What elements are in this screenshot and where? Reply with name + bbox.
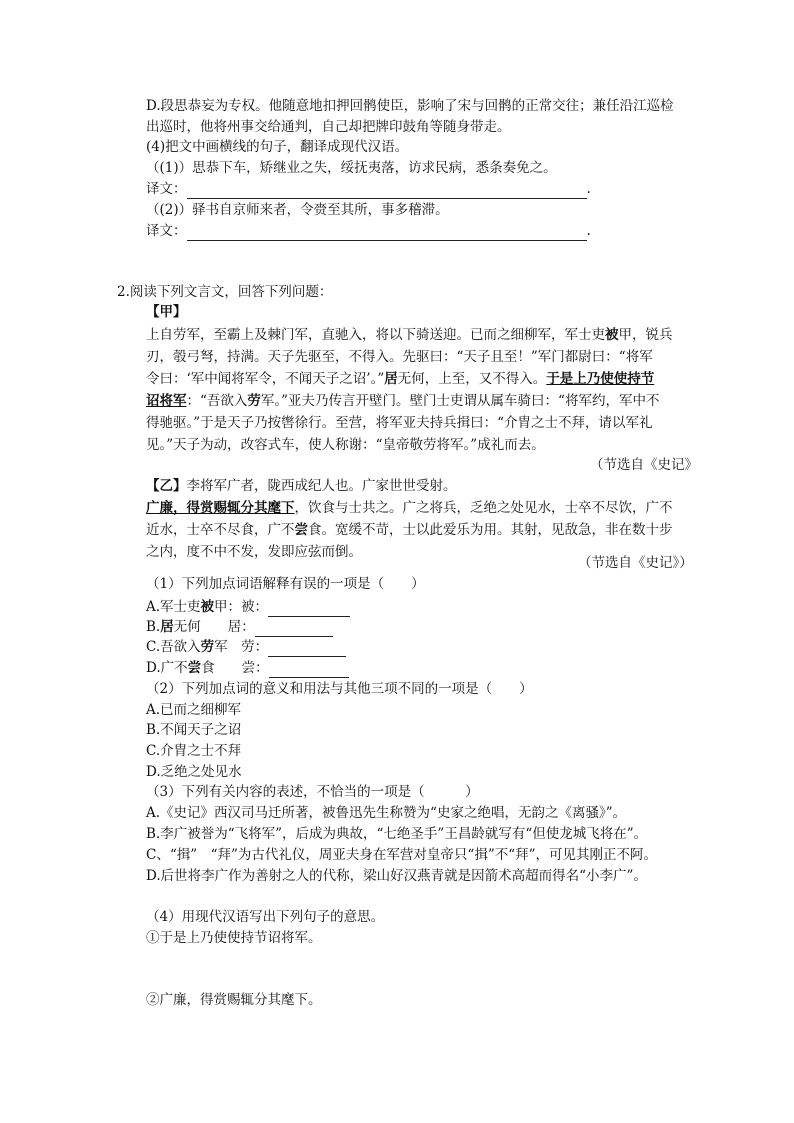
sub1-option-d: D.广不尝食 尝： <box>146 658 349 678</box>
sub4-sentence-1: ①于是上乃使使持节诏将军。 <box>146 930 322 946</box>
underlined-sentence: 于是上乃使使持节 <box>546 371 655 387</box>
sub2-option-c: C.介胄之士不拜 <box>146 743 242 759</box>
underlined-sentence: 诏将军 <box>146 393 187 409</box>
jia-line-3: 令曰：‘军中闻将军令，不闻天子之诏’。”居无何，上至，又不得入。于是上乃使使持节 <box>146 371 655 387</box>
jia-line-1: 上自劳军，至霸上及棘门军，直驰入，将以下骑送迎。已而之细柳军，军士吏被甲，锐兵 <box>146 327 673 343</box>
jia-line-2: 刃，彀弓弩，持满。天子先驱至，不得入。先驱曰：“天子且至！”军门都尉曰：“将军 <box>146 349 653 365</box>
dotted-word: 居 <box>384 371 398 387</box>
sub3-option-b: B.李广被誉为“飞将军”，后成为典故，“七绝圣手”王昌龄就写有“但使龙城飞将在”。 <box>146 826 648 842</box>
answer-blank[interactable] <box>268 642 346 657</box>
sub2-option-d: D.乏绝之处见水 <box>146 764 242 780</box>
jia-line-5: 得驰驱。”于是天子乃按辔徐行。至营，将军亚夫持兵揖曰：“介胄之士不拜，请以军礼 <box>146 415 653 431</box>
underlined-sentence: 广廉，得赏赐辄分其麾下 <box>146 500 295 516</box>
sub4-stem: （4）用现代汉语写出下列句子的意思。 <box>146 909 385 925</box>
period: . <box>586 181 591 197</box>
jia-source: （节选自《史记》 <box>590 457 698 473</box>
sub2-stem: （2）下列加点词的意义和用法与其他三项不同的一项是（ ） <box>146 681 533 697</box>
question-2-heading: 2.阅读下列文言文，回答下列问题： <box>117 284 333 300</box>
jia-line-6: 见。”天子为动，改容式车，使人称谢：“皇帝敬劳将军。”成礼而去。 <box>146 437 545 453</box>
yi-line-2: 近水，士卒不尽食，广不尝食。宽缓不苛，士以此爱乐为用。其射，见敌急，非在数十步 <box>146 522 673 538</box>
dotted-word: 尝 <box>294 522 308 538</box>
yi-line-3: 之内，度不中不发，发即应弦而倒。 <box>146 544 362 560</box>
yi-label: 【乙】 <box>146 478 187 494</box>
sub2-option-b: B.不闻天子之诏 <box>146 722 242 738</box>
answer-blank[interactable] <box>269 663 349 678</box>
sub1-option-c: C.吾欲入劳军 劳： <box>146 637 346 657</box>
yi-first-line: 【乙】李将军广者，陇西成纪人也。广家世世受射。 <box>146 478 457 494</box>
yi-line-1: 广廉，得赏赐辄分其麾下，饮食与士共之。广之将兵，乏绝之处见水，士卒不尽饮，广不 <box>146 500 673 516</box>
translation-1-blank[interactable] <box>187 184 587 199</box>
translation-label: 译文： <box>146 181 187 197</box>
question-4-stem: (4)把文中画横线的句子，翻译成现代汉语。 <box>146 139 409 155</box>
sub3-option-d: D.后世将李广作为善射之人的代称，梁山好汉燕青就是因箭术高超而得名“小李广”。 <box>146 868 647 884</box>
sub1-stem: （1）下列加点词语解释有误的一项是（ ） <box>146 576 425 592</box>
dotted-word: 被 <box>605 327 619 343</box>
answer-blank[interactable] <box>268 602 350 617</box>
jia-line-4: 诏将军：“吾欲入劳军。”亚夫乃传言开壁门。壁门士吏谓从属车骑曰：“将军约，军中不 <box>146 393 660 409</box>
sub4-sentence-2: ②广廉，得赏赐辄分其麾下。 <box>146 992 322 1008</box>
translation-2-row <box>146 221 591 241</box>
translation-1-row <box>146 179 591 199</box>
yi-source: （节选自《史记》） <box>578 555 693 571</box>
sentence-2: （(2)）驿书自京师来者，令赍至其所，事多稽滞。 <box>146 202 449 218</box>
sub3-option-c: C、“揖” “拜”为古代礼仪，周亚夫身在军营对皇帝只“揖”不“拜”，可见其刚正不阿。 <box>146 847 658 863</box>
answer-blank[interactable] <box>255 622 333 637</box>
sub3-stem: （3）下列有关内容的表述，不恰当的一项是（ ） <box>146 784 479 800</box>
period: . <box>586 223 591 239</box>
dotted-word: 劳 <box>247 393 261 409</box>
sub2-option-a: A.已而之细柳军 <box>146 702 242 718</box>
sub1-option-a: A.军士吏被甲：被： <box>146 597 350 617</box>
translation-label: 译文： <box>146 223 187 239</box>
jia-label: 【甲】 <box>146 304 187 320</box>
translation-2-blank[interactable] <box>187 226 587 241</box>
sub1-option-b: B.居无何 居： <box>146 617 333 637</box>
option-d-line-1: D.段思恭妄为专权。他随意地扣押回鹘使臣，影响了宋与回鹘的正常交往；兼任沿江巡检 <box>146 98 674 114</box>
sentence-1: （(1)）思恭下车，矫继业之失，绥抚夷落，访求民病，悉条奏免之。 <box>146 160 557 176</box>
sub3-option-a: A.《史记》西汉司马迁所著，被鲁迅先生称赞为“史家之绝唱，无韵之《离骚》”。 <box>146 805 627 821</box>
option-d-line-2: 出巡时，他将州事交给通判，自己却把牌印鼓角等随身带走。 <box>146 119 511 135</box>
